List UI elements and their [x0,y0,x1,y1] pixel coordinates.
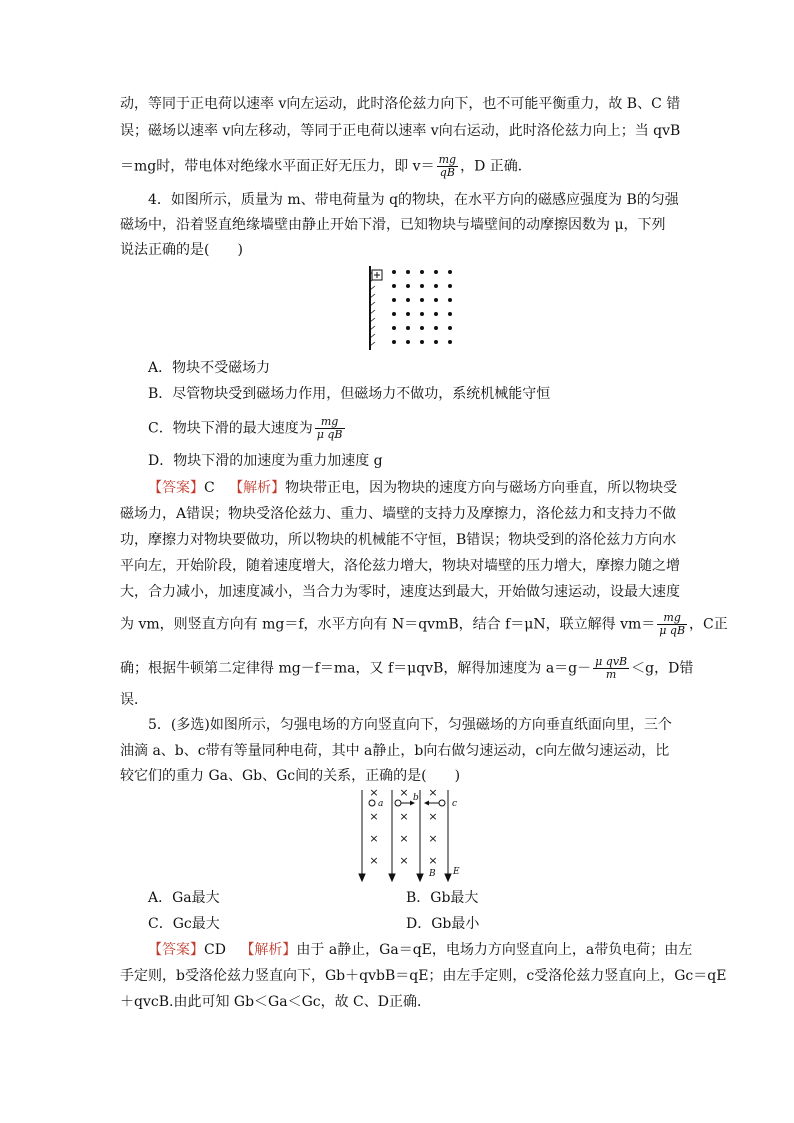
svg-text:×: × [428,832,438,845]
option-b: B．尽管物块受到磁场力作用，但磁场力不做功，系统机械能守恒 [148,386,551,402]
explanation-line: 磁场力，A错误；物块受洛伦兹力、重力、墙壁的支持力及摩擦力，洛伦兹力和支持力不做 [120,506,677,522]
svg-text:×: × [369,788,379,799]
svg-text:×: × [399,788,409,799]
svg-text:×: × [399,854,409,867]
svg-text:×: × [399,832,409,845]
answer-value: CD [204,942,226,958]
question-5-stem: 较它们的重力 Ga、Gb、Gc间的关系，正确的是( ) [120,768,461,784]
option-a: A．Ga最大 [148,890,220,906]
text-line: 动，等同于正电荷以速率 v向左运动，此时洛伦兹力向下，也不可能平衡重力，故 B、C 错 [120,96,681,112]
explanation-line: 为 vm，则竖直方向有 mg＝f，水平方向有 N＝qvmB，结合 f＝μN，联立解得 vm＝ $\frac{mg}{\text{μ qB}}$ ，C正 [120,611,728,637]
explanation-line: 功，摩擦力对物块要做功，所以物块的机械能不守恒，B错误；物块受到的洛伦兹力方向水 [120,532,677,548]
question-5-stem: 油滴 a、b、c带有等量同种电荷，其中 a静止，b向右做匀速运动，c向左做匀速运动，比 [120,743,670,759]
answer-tag: 【答案】 [148,480,204,496]
fraction: $\frac{\text{μ qvB}}{m}$ [595,655,628,681]
option-d: D．Gb最小 [406,916,480,932]
wall-field-figure [364,264,474,354]
svg-text:×: × [369,854,379,867]
label-c: c [452,799,458,809]
explanation-line: 确；根据牛顿第二定律得 mg－f＝ma，又 f＝μqvB，解得加速度为 a＝g－ $\frac{\text{μ qvB}}{m}$ ＜g，D错 [120,655,694,681]
option-b: B．Gb最大 [406,890,479,906]
explanation-line: 误． [120,692,148,708]
question-4-stem: 4．如图所示，质量为 m、带电荷量为 q的物块，在水平方向的磁感应强度为 B的匀强 [148,192,679,208]
fraction: $\frac{mg}{qB}$ [438,153,457,179]
option-d: D．物块下滑的加速度为重力加速度 g [148,453,383,469]
option-a: A．物块不受磁场力 [148,360,271,376]
svg-text:×: × [369,832,379,845]
answer-line: 【答案】CD 【解析】由于 a静止，Ga＝qE，电场力方向竖直向上，a带负电荷；由左 [148,942,693,958]
label-b: b [413,793,419,803]
explanation-tag: 【解析】 [240,942,297,958]
svg-text:×: × [369,810,379,823]
explanation-line: 平向左，开始阶段，随着速度增大，洛伦兹力增大，物块对墙壁的压力增大，摩擦力随之增 [120,558,680,574]
text-line: 误；磁场以速率 v向左移动，等同于正电荷以速率 v向右运动，此时洛伦兹力向上；当 qvB [120,123,681,139]
explanation-line: 手定则，b受洛伦兹力竖直向下，Gb＋qvbB＝qE；由左手定则，c受洛伦兹力竖直向上，Gc＝qE [120,968,727,984]
option-c: C．Gc最大 [148,916,220,932]
svg-text:×: × [428,810,438,823]
svg-text:×: × [399,810,409,823]
answer-tag: 【答案】 [148,942,204,958]
question-4-stem: 磁场中，沿着竖直绝缘墙壁由静止开始下滑，已知物块与墙壁间的动摩擦因数为 μ，下列 [120,217,666,233]
explanation-tag: 【解析】 [229,480,286,496]
label-B: B [429,869,436,879]
explanation-line: 大，合力减小，加速度减小，当合力为零时，速度达到最大，开始做匀速运动，设最大速度 [120,584,680,600]
text-line: ＝mg时，带电体对绝缘水平面正好无压力，即 v＝ $\frac{mg}{qB}$ ，D 正确． [120,153,532,179]
answer-line: 【答案】C 【解析】物块带正电，因为物块的速度方向与磁场方向垂直，所以物块受 [148,480,678,496]
label-a: a [378,799,384,809]
field-drops-figure [355,788,465,884]
fraction: $\frac{mg}{\text{μ qB}}$ [316,415,343,441]
question-4-stem: 说法正确的是( ) [120,242,243,258]
explanation-line: ＋qvcB.由此可知 Gb＜Ga＜Gc，故 C、D正确． [120,994,431,1010]
question-5-stem: 5．(多选)如图所示，匀强电场的方向竖直向下，匀强磁场的方向垂直纸面向里，三个 [148,717,672,733]
fraction: $\frac{mg}{\text{μ qB}}$ [659,611,686,637]
answer-value: C [204,480,215,496]
svg-text:×: × [428,854,438,867]
label-E: E [453,867,460,877]
svg-text:×: × [428,788,438,799]
option-c: C．物块下滑的最大速度为 $\frac{mg}{\text{μ qB}}$ [148,415,343,441]
